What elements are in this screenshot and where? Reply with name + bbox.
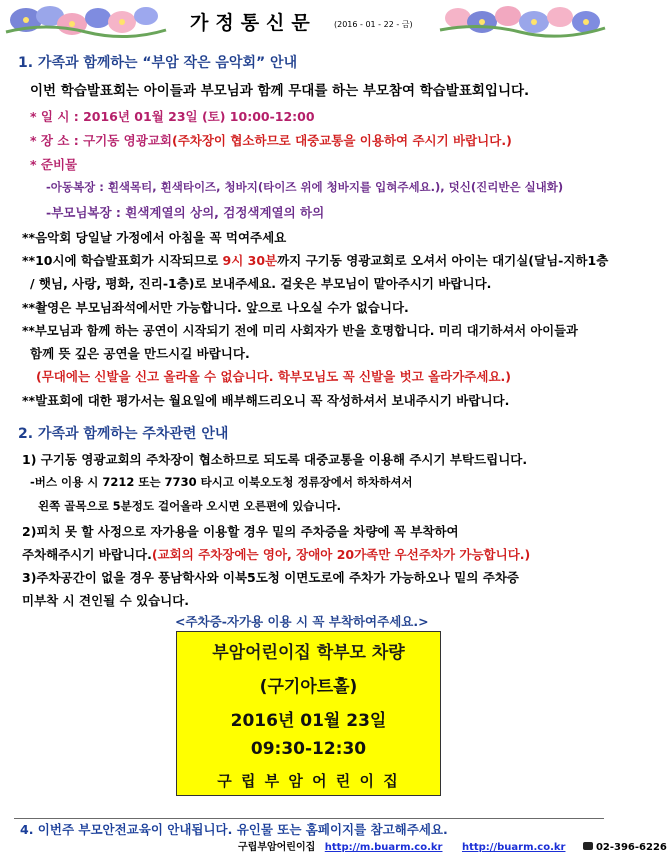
footer-mobile-link[interactable]: http://m.buarm.co.kr xyxy=(324,842,443,853)
phone-icon xyxy=(583,842,593,850)
event-date: * 일 시 : 2016년 01월 23일 (토) 10:00-12:00 xyxy=(30,109,315,124)
event-place xyxy=(30,131,512,149)
footer-phone-number: 02-396-6226 xyxy=(595,842,667,853)
footer xyxy=(238,838,667,853)
note-arrival-text-a: **10시에 학습발표회가 시작되므로 xyxy=(22,253,223,268)
bus-info-line1: -버스 이용 시 7212 또는 7730 타시고 이북오도청 정류장에서 하차하셔서 xyxy=(30,475,413,489)
section4-text: 4. 이번주 부모안전교육이 안내됩니다. 유인물 또는 홈페이지를 참고해주세요. xyxy=(20,822,448,837)
parking-item3-line2: 미부착 시 견인될 수 있습니다. xyxy=(22,593,190,608)
permit-line5: 구 립 부 암 어 린 이 집 xyxy=(217,772,400,790)
parking-item3-line1: 3)주차공간이 없을 경우 풍남학사와 이북5도청 이면도로에 주차가 가능하오나 밑의 주차증 xyxy=(22,570,519,585)
header xyxy=(0,0,612,44)
note-arrival-line2: / 햇님, 사랑, 평화, 진리-1층)로 보내주세요. 겉옷은 부모님이 맡아주시기 바랍니다. xyxy=(30,276,492,291)
parking-permit xyxy=(176,631,441,796)
parent-outfit: -부모님복장 : 흰색계열의 상의, 검정색계열의 하의 xyxy=(46,205,325,220)
note-breakfast: **음악회 당일날 가정에서 아침을 꼭 먹여주세요 xyxy=(22,230,287,245)
parking-item2-text: 주차해주시기 바랍니다. xyxy=(22,547,152,562)
footer-home-link[interactable]: http://buarm.co.kr xyxy=(461,842,566,853)
note-arrival-time: 9시 30분 xyxy=(222,253,278,268)
note-seat-line1: **부모님과 함께 하는 공연이 시작되기 전에 미리 사회자가 반을 호명합니다. 미리 대기하셔서 아이들과 xyxy=(22,324,578,338)
note-seat-line2: 함께 뜻 깊은 공연을 만드시길 바랍니다. xyxy=(30,346,250,361)
parking-item2-note: (교회의 주차장에는 영아, 장애아 20가족만 우선주차가 가능합니다.) xyxy=(151,547,531,562)
permit-line1: 부암어린이집 학부모 차량 xyxy=(212,643,405,663)
note-arrival-text-b: 까지 구기동 영광교회로 오셔서 아이는 대기실(달님-지하1층 xyxy=(277,253,609,268)
child-outfit: -아동복장 : 흰색목티, 흰색타이즈, 청바지(타이즈 위에 청바지를 입혀주세요.), 덧신(진리반은 실내화) xyxy=(46,180,564,194)
flower-decoration-left-icon xyxy=(6,2,171,38)
bus-info-line2: 왼쪽 골목으로 5분정도 걸어올라 오시면 오른편에 있습니다. xyxy=(38,499,342,513)
footer-phone xyxy=(583,842,667,853)
event-place-note: (주차장이 협소하므로 대중교통을 이용하여 주시기 바랍니다.) xyxy=(171,133,512,148)
document-date: (2016 - 01 - 22 - 금) xyxy=(334,20,413,29)
permit-line3: 2016년 01월 23일 xyxy=(230,711,387,731)
event-place-label: * 장 소 : 구기동 영광교회 xyxy=(30,133,172,148)
note-shoes: (무대에는 신발을 신고 올라올 수 없습니다. 학부모님도 꼭 신발을 벗고 올라가주세요.) xyxy=(36,369,511,384)
parking-item2-line1: 2)피치 못 할 사정으로 자가용을 이용할 경우 밑의 주차증을 차량에 꼭 부착하여 xyxy=(22,524,459,539)
section1-intro: 이번 학습발표회는 아이들과 부모님과 함께 무대를 하는 부모참여 학습발표회입니다. xyxy=(30,83,530,99)
footer-divider xyxy=(14,818,604,819)
footer-org: 구립부암어린이집 xyxy=(238,842,316,853)
prep-label: * 준비물 xyxy=(30,157,78,172)
permit-line4: 09:30-12:30 xyxy=(250,739,367,759)
parking-item2-line2 xyxy=(22,545,530,563)
document-title: 가정통신문 xyxy=(190,12,317,34)
section2-heading: 2. 가족과 함께하는 주차관련 안내 xyxy=(18,426,229,442)
note-arrival-line1 xyxy=(22,251,608,269)
parking-permit-notice: <주차증-자가용 이용 시 꼭 부착하여주세요.> xyxy=(175,614,429,629)
note-survey: **발표회에 대한 평가서는 월요일에 배부해드리오니 꼭 작성하셔서 보내주시기 바랍니다. xyxy=(22,393,510,408)
permit-line2: (구기아트홀) xyxy=(259,677,358,697)
flower-decoration-right-icon xyxy=(440,2,605,38)
section1-heading: 1. 가족과 함께하는 “부암 작은 음악회” 안내 xyxy=(18,55,298,71)
note-photo: **촬영은 부모님좌석에서만 가능합니다. 앞으로 나오실 수가 없습니다. xyxy=(22,300,409,315)
parking-item1: 1) 구기동 영광교회의 주차장이 협소하므로 되도록 대중교통을 이용해 주시기 부탁드립니다. xyxy=(22,452,528,467)
